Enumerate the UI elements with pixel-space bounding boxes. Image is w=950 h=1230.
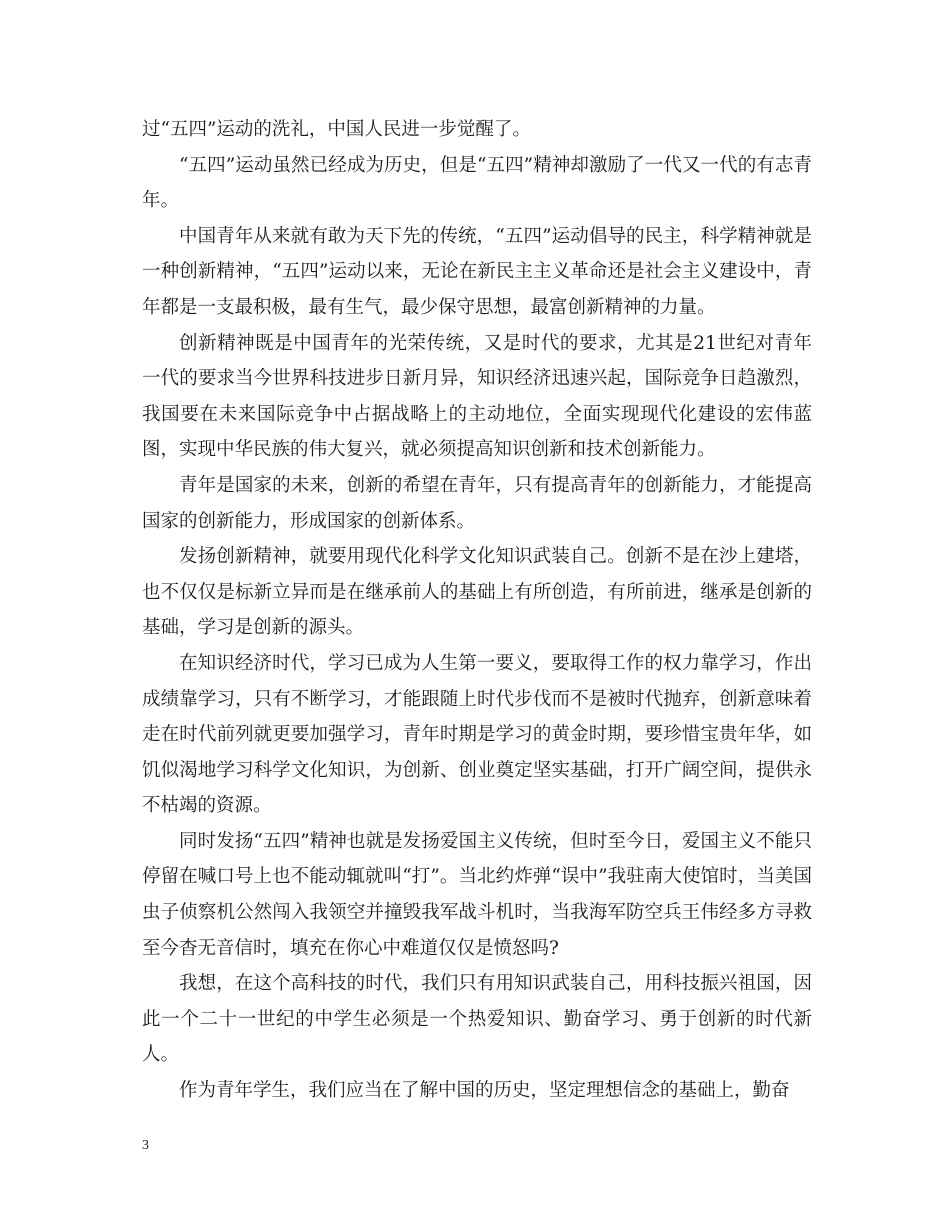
paragraph-6: 发扬创新精神，就要用现代化科学文化知识武装自己。创新不是在沙上建塔，也不仅仅是标新立异而是在继承前人的基础上有所创造，有所前进，继承是创新的基础，学习是创新的源头。: [142, 546, 812, 639]
paragraph-3: 中国青年从来就有敢为天下先的传统，“五四”运动倡导的民主，科学精神就是一种创新精神，“五四”运动以来，无论在新民主主义革命还是社会主义建设中，青年都是一支最积极，最有生气，最少保守思想，最富创新精神的力量。: [142, 225, 812, 318]
paragraph-7: 在知识经济时代，学习已成为人生第一要义，要取得工作的权力靠学习，作出成绩靠学习，只有不断学习，才能跟随上时代步伐而不是被时代抛弃，创新意味着走在时代前列就更要加强学习，青年时期是学习的黄金时期，要珍惜宝贵年华，如饥似渴地学习科学文化知识，为创新、创业奠定坚实基础，打开广阔空间，提供永不枯竭的资源。: [142, 652, 812, 817]
paragraph-1: 过“五四”运动的洗礼，中国人民进一步觉醒了。: [142, 119, 531, 140]
paragraph-2: “五四”运动虽然已经成为历史，但是“五四”精神却激励了一代又一代的有志青年。: [142, 154, 812, 212]
paragraph-4: 创新精神既是中国青年的光荣传统，又是时代的要求，尤其是21世纪对青年一代的要求当今世界科技进步日新月异，知识经济迅速兴起，国际竞争日趋激烈，我国要在未来国际竞争中占据战略上的主动地位，全面实现现代化建设的宏伟蓝图，实现中华民族的伟大复兴，就必须提高知识创新和技术创新能力。: [142, 332, 812, 461]
paragraph-10: 作为青年学生，我们应当在了解中国的历史，坚定理想信念的基础上，勤奋: [179, 1080, 790, 1102]
paragraph-8: 同时发扬“五四”精神也就是发扬爱国主义传统，但时至今日，爱国主义不能只停留在喊口号上也不能动辄就叫“打”。当北约炸弹“误中”我驻南大使馆时，当美国虫子侦察机公然闯入我领空并撞毁我军战斗机时，当我海军防空兵王伟经多方寻救至今杳无音信时，填充在你心中难道仅仅是愤怒吗?: [142, 830, 812, 959]
paragraph-5: 青年是国家的未来，创新的希望在青年，只有提高青年的创新能力，才能提高国家的创新能力，形成国家的创新体系。: [142, 474, 812, 532]
document-body: [142, 112, 812, 1109]
page-number: 3: [142, 1138, 149, 1153]
paragraph-9: 我想，在这个高科技的时代，我们只有用知识武装自己，用科技振兴祖国，因此一个二十一世纪的中学生必须是一个热爱知识、勤奋学习、勇于创新的时代新人。: [142, 973, 812, 1066]
